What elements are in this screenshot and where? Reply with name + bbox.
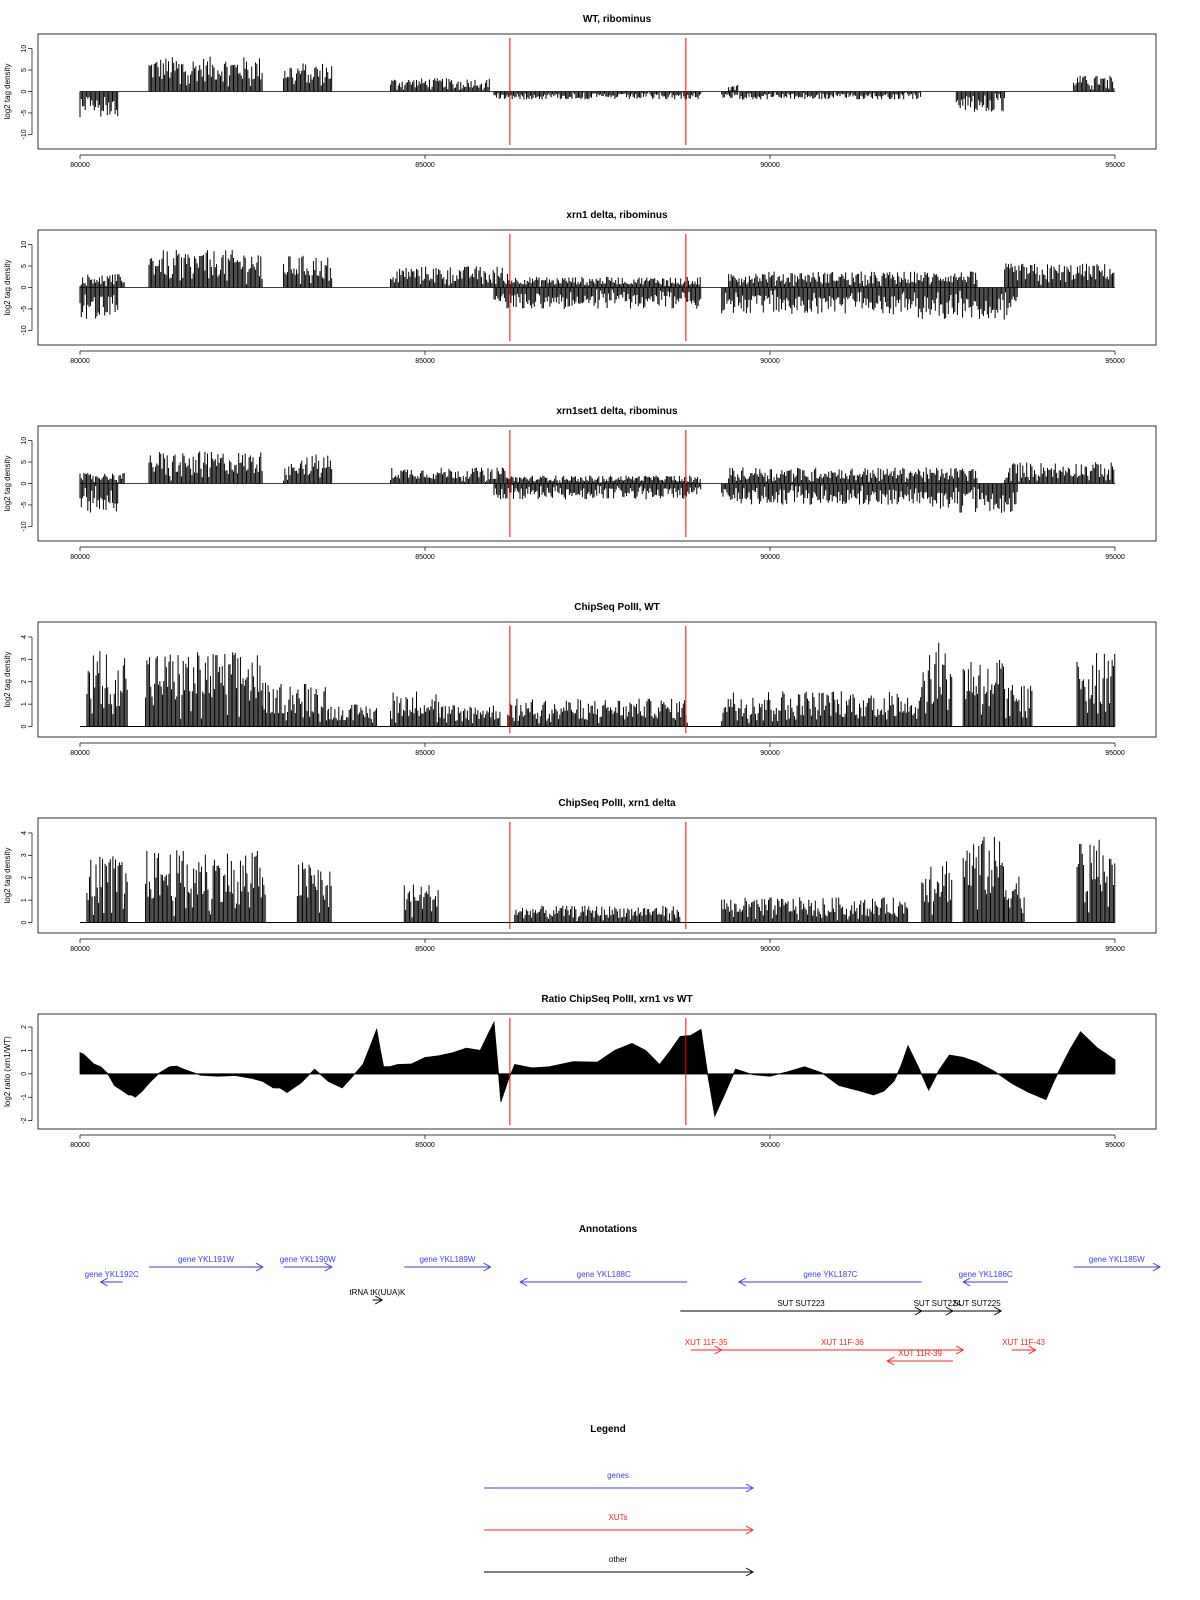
- legend: [484, 1471, 753, 1576]
- y-tick-label: -10: [21, 325, 28, 336]
- x-axis: [70, 351, 1125, 365]
- y-axis: [21, 45, 32, 140]
- y-axis-label: log2 tag density: [3, 847, 12, 904]
- y-tick-label: 10: [21, 44, 28, 53]
- y-tick-label: 3: [21, 853, 28, 858]
- y-tick-label: 1: [21, 898, 28, 903]
- y-tick-label: 0: [21, 481, 28, 486]
- y-tick-label: 0: [21, 89, 28, 94]
- other-feature: [953, 1299, 1001, 1315]
- y-tick-label: 10: [21, 240, 28, 249]
- gene-feature-label: gene YKL186C: [958, 1270, 1013, 1279]
- y-axis-label: log2 tag density: [3, 455, 12, 512]
- x-tick-label: 80000: [70, 1142, 90, 1149]
- xut-feature-label: XUT 11F-43: [1002, 1338, 1045, 1347]
- xut-feature: [685, 1338, 728, 1354]
- legend-arrow: [484, 1568, 753, 1576]
- panel-title: xrn1 delta, ribominus: [566, 210, 668, 221]
- y-tick-label: -5: [21, 501, 28, 509]
- legend-label: XUTs: [608, 1513, 628, 1522]
- gene-feature-arrow: [963, 1278, 1008, 1286]
- xut-feature-arrow: [691, 1346, 722, 1354]
- xut-feature-arrow: [1012, 1346, 1036, 1354]
- y-axis: [21, 635, 32, 729]
- y-tick-label: -5: [21, 109, 28, 117]
- y-tick-label: -2: [21, 1117, 28, 1124]
- y-tick-label: 5: [21, 68, 28, 72]
- series-data: [80, 451, 1115, 512]
- y-tick-label: 1: [21, 702, 28, 707]
- gene-feature: [1074, 1255, 1160, 1271]
- y-tick-label: 2: [21, 1025, 28, 1029]
- y-axis: [21, 1025, 32, 1124]
- gene-feature-arrow: [284, 1263, 332, 1271]
- legend-item: [484, 1471, 753, 1492]
- panel-1: [3, 14, 1156, 169]
- x-axis: [70, 1135, 1125, 1149]
- x-tick-label: 90000: [760, 162, 780, 169]
- x-tick-label: 80000: [70, 358, 90, 365]
- gene-feature: [739, 1270, 922, 1286]
- gene-feature-arrow: [149, 1263, 263, 1271]
- gene-feature-label: gene YKL185W: [1088, 1255, 1145, 1264]
- x-tick-label: 85000: [415, 162, 435, 169]
- x-tick-label: 85000: [415, 750, 435, 757]
- y-axis-label: log2 tag density: [3, 651, 12, 708]
- x-tick-label: 95000: [1105, 750, 1125, 757]
- x-axis: [70, 939, 1125, 953]
- y-tick-label: 4: [21, 831, 28, 835]
- y-tick-label: 0: [21, 920, 28, 925]
- y-tick-label: 4: [21, 635, 28, 639]
- legend-arrow: [484, 1484, 753, 1492]
- other-feature-label: tRNA tK(UUA)K: [349, 1288, 406, 1297]
- y-tick-label: 2: [21, 875, 28, 880]
- series-data: [80, 1022, 1115, 1116]
- gene-feature: [520, 1270, 687, 1286]
- panel-title: WT, ribominus: [582, 14, 652, 25]
- ratio-area: [80, 1022, 1115, 1116]
- legend-label: genes: [607, 1471, 629, 1480]
- other-feature-label: SUT SUT224: [913, 1299, 962, 1308]
- other-feature-arrow: [953, 1307, 1001, 1315]
- x-tick-label: 90000: [760, 554, 780, 561]
- x-tick-label: 95000: [1105, 1142, 1125, 1149]
- x-tick-label: 95000: [1105, 358, 1125, 365]
- legend-arrow: [484, 1526, 753, 1534]
- x-tick-label: 85000: [415, 358, 435, 365]
- y-tick-label: -5: [21, 305, 28, 313]
- x-tick-label: 95000: [1105, 946, 1125, 953]
- y-axis-label: log2 tag density: [3, 259, 12, 316]
- x-tick-label: 90000: [760, 946, 780, 953]
- y-tick-label: 3: [21, 657, 28, 662]
- x-tick-label: 80000: [70, 750, 90, 757]
- other-feature-arrow: [680, 1307, 922, 1315]
- x-tick-label: 85000: [415, 554, 435, 561]
- y-axis: [21, 241, 32, 336]
- gene-feature-arrow: [520, 1278, 687, 1286]
- gene-feature-arrow: [101, 1278, 123, 1286]
- gene-feature: [149, 1255, 263, 1271]
- xut-feature-label: XUT 11F-36: [821, 1338, 864, 1347]
- x-axis: [70, 155, 1125, 169]
- other-feature: [349, 1288, 406, 1304]
- series-data: [80, 57, 1115, 117]
- legend-label: other: [608, 1555, 628, 1564]
- other-feature: [680, 1299, 922, 1315]
- xut-feature-arrow: [887, 1357, 953, 1365]
- y-tick-label: 2: [21, 679, 28, 684]
- panel-title: Ratio ChipSeq PolII, xrn1 vs WT: [541, 994, 693, 1005]
- x-tick-label: 95000: [1105, 554, 1125, 561]
- panel-4: [3, 602, 1156, 757]
- panel-5: [3, 798, 1156, 953]
- other-feature-arrow: [922, 1307, 953, 1315]
- y-axis-label: log2 tag density: [3, 63, 12, 120]
- gene-feature: [85, 1270, 139, 1286]
- gene-feature-label: gene YKL188C: [576, 1270, 631, 1279]
- series-data: [80, 643, 1115, 727]
- other-feature-arrow: [373, 1296, 383, 1304]
- gene-feature: [404, 1255, 490, 1271]
- gene-feature-label: gene YKL190W: [279, 1255, 336, 1264]
- x-tick-label: 90000: [760, 358, 780, 365]
- x-tick-label: 85000: [415, 946, 435, 953]
- legend-item: [484, 1513, 753, 1534]
- y-axis: [21, 437, 32, 532]
- x-tick-label: 90000: [760, 1142, 780, 1149]
- y-tick-label: -10: [21, 521, 28, 532]
- x-axis: [70, 547, 1125, 561]
- panel-6: [3, 994, 1156, 1149]
- series-data: [80, 837, 1115, 923]
- panel-2: [3, 210, 1156, 365]
- panel-title: xrn1set1 delta, ribominus: [556, 406, 678, 417]
- x-tick-label: 80000: [70, 162, 90, 169]
- gene-feature-label: gene YKL192C: [84, 1270, 139, 1279]
- y-tick-label: 5: [21, 460, 28, 464]
- x-axis: [70, 743, 1125, 757]
- y-tick-label: 5: [21, 264, 28, 268]
- series-data: [80, 250, 1115, 320]
- xut-feature-label: XUT 11R-39: [898, 1349, 942, 1358]
- y-axis-label: log2 ratio (xrn1/WT): [3, 1036, 12, 1107]
- x-tick-label: 90000: [760, 750, 780, 757]
- y-tick-label: 1: [21, 1048, 28, 1053]
- xut-feature-label: XUT 11F-35: [684, 1338, 728, 1347]
- xut-feature: [1002, 1338, 1045, 1354]
- y-axis: [21, 831, 32, 925]
- y-tick-label: -1: [21, 1094, 28, 1101]
- gene-feature-arrow: [739, 1278, 922, 1286]
- x-tick-label: 95000: [1105, 162, 1125, 169]
- gene-feature-arrow: [1074, 1263, 1160, 1271]
- gene-feature-label: gene YKL187C: [803, 1270, 858, 1279]
- x-tick-label: 85000: [415, 1142, 435, 1149]
- gene-feature-label: gene YKL191W: [177, 1255, 234, 1264]
- annotation-track: [85, 1255, 1160, 1365]
- panel-3: [3, 406, 1156, 561]
- other-feature-label: SUT SUT223: [777, 1299, 825, 1308]
- panel-title: ChipSeq PolII, WT: [574, 602, 660, 613]
- y-tick-label: -10: [21, 129, 28, 140]
- y-tick-label: 0: [21, 1071, 28, 1076]
- gene-feature-arrow: [404, 1263, 490, 1271]
- y-tick-label: 0: [21, 724, 28, 729]
- gene-feature: [280, 1255, 336, 1271]
- x-tick-label: 80000: [70, 946, 90, 953]
- gene-feature-label: gene YKL189W: [419, 1255, 476, 1264]
- panel-title: ChipSeq PolII, xrn1 delta: [558, 798, 676, 809]
- xut-feature: [887, 1349, 953, 1365]
- y-tick-label: 0: [21, 285, 28, 290]
- gene-feature: [959, 1270, 1013, 1286]
- legend-item: [484, 1555, 753, 1576]
- y-tick-label: 10: [21, 436, 28, 445]
- other-feature-label: SUT SUT225: [953, 1299, 1001, 1308]
- annotations-title: Annotations: [578, 1224, 638, 1235]
- legend-title: Legend: [590, 1424, 626, 1435]
- x-tick-label: 80000: [70, 554, 90, 561]
